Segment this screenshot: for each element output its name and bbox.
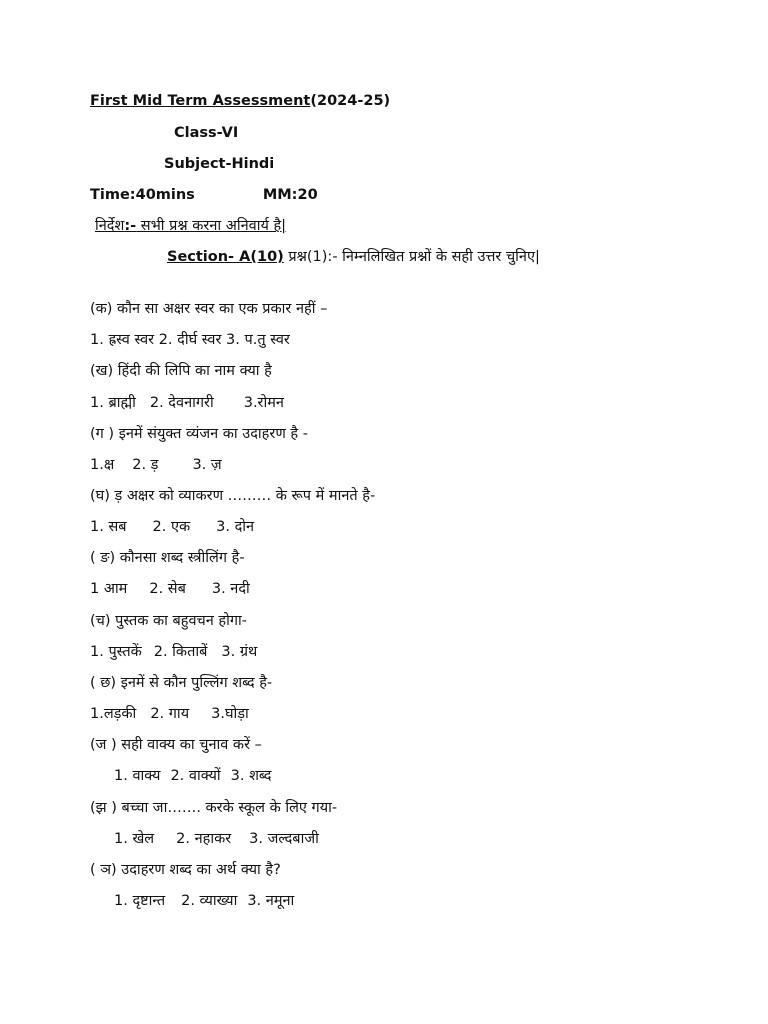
option: 3.घोड़ा	[211, 706, 249, 722]
class-label: Class-VI	[174, 125, 239, 141]
question-ja: (ज ) सही वाक्य का चुनाव करें –	[90, 737, 262, 753]
max-marks-label: MM:20	[262, 187, 318, 203]
question-jha: (झ ) बच्चा जा……. करके स्कूल के लिए गया-	[90, 800, 338, 816]
option: 3. दोन	[216, 519, 255, 535]
options-jha	[114, 830, 319, 848]
option: 3. शब्द	[230, 768, 272, 784]
option: 3. प.तु स्वर	[226, 332, 290, 348]
option: 2. दीर्घ स्वर	[158, 332, 222, 348]
options-ga	[90, 456, 222, 474]
option: 1 आम	[90, 581, 128, 597]
option: 2. ड़	[132, 457, 159, 473]
options-nga	[90, 580, 250, 598]
option: 1. खेल	[114, 831, 155, 847]
question-kha: (ख) हिंदी की लिपि का नाम क्या है	[90, 363, 272, 379]
question-nya: ( ञ) उदाहरण शब्द का अर्थ क्या है?	[90, 862, 281, 878]
option: 3. नदी	[211, 581, 250, 597]
subject-label: Subject-Hindi	[164, 156, 275, 172]
option: 2. किताबें	[153, 644, 208, 660]
option: 3. जल्दबाजी	[249, 831, 319, 847]
option: 3. नमूना	[247, 893, 295, 909]
exam-year: (2024-25)	[310, 93, 391, 109]
instruction-text: सभी प्रश्न करना अनिवार्य है|	[136, 218, 287, 234]
option: 1. ब्राह्मी	[90, 395, 136, 411]
question-gha: (घ) ड़ अक्षर को व्याकरण ……… के रूप में मानते है-	[90, 488, 376, 504]
question-nga: ( ङ) कौनसा शब्द स्त्रीलिंग है-	[90, 550, 245, 566]
option: 2. देवनागरी	[149, 395, 214, 411]
option: 2. वाक्यों	[170, 768, 221, 784]
option: 1. वाक्य	[114, 768, 161, 784]
options-ka	[90, 331, 290, 349]
option: 2. गाय	[150, 706, 190, 722]
option: 1. पुस्तकें	[90, 644, 142, 660]
option: 2. नहाकर	[176, 831, 232, 847]
option: 2. एक	[152, 519, 191, 535]
question-ga: (ग ) इनमें संयुक्त व्यंजन का उदाहरण है -	[90, 426, 308, 442]
section-heading	[90, 248, 680, 266]
option: 2. व्याख्या	[181, 893, 238, 909]
question-cha: (च) पुस्तक का बहुवचन होगा-	[90, 613, 248, 629]
option: 1. ह्रस्व स्वर	[90, 332, 155, 348]
exam-title	[90, 92, 390, 110]
options-cha	[90, 643, 257, 661]
options-kha	[90, 394, 284, 412]
option: 3.रोमन	[243, 395, 284, 411]
section-prompt: प्रश्न(1):- निम्नलिखित प्रश्नों के सही उत्तर चुनिए|	[283, 249, 540, 265]
time-label: Time:40mins	[90, 187, 195, 203]
exam-title-text: First Mid Term Assessment	[90, 93, 311, 109]
options-gha	[90, 518, 254, 536]
option: 2. सेब	[149, 581, 186, 597]
option: 1. सब	[90, 519, 127, 535]
options-chha	[90, 705, 249, 723]
option: 1. दृष्टान्त	[114, 893, 166, 909]
question-ka: (क) कौन सा अक्षर स्वर का एक प्रकार नहीं –	[90, 301, 328, 317]
options-ja	[114, 767, 271, 785]
option: 1.क्ष	[90, 457, 115, 473]
option: 1.लड़की	[90, 706, 137, 722]
instruction-label: निर्देश	[95, 218, 125, 234]
time-marks-row	[90, 186, 318, 204]
instruction-sep: :-	[124, 218, 137, 234]
instruction-line	[95, 217, 286, 235]
section-label: Section- A(10)	[167, 249, 284, 265]
option: 3. ग्रंथ	[221, 644, 258, 660]
options-nya	[114, 892, 294, 910]
question-chha: ( छ) इनमें से कौन पुल्लिंग शब्द है-	[90, 675, 273, 691]
option: 3. ज़	[192, 457, 222, 473]
